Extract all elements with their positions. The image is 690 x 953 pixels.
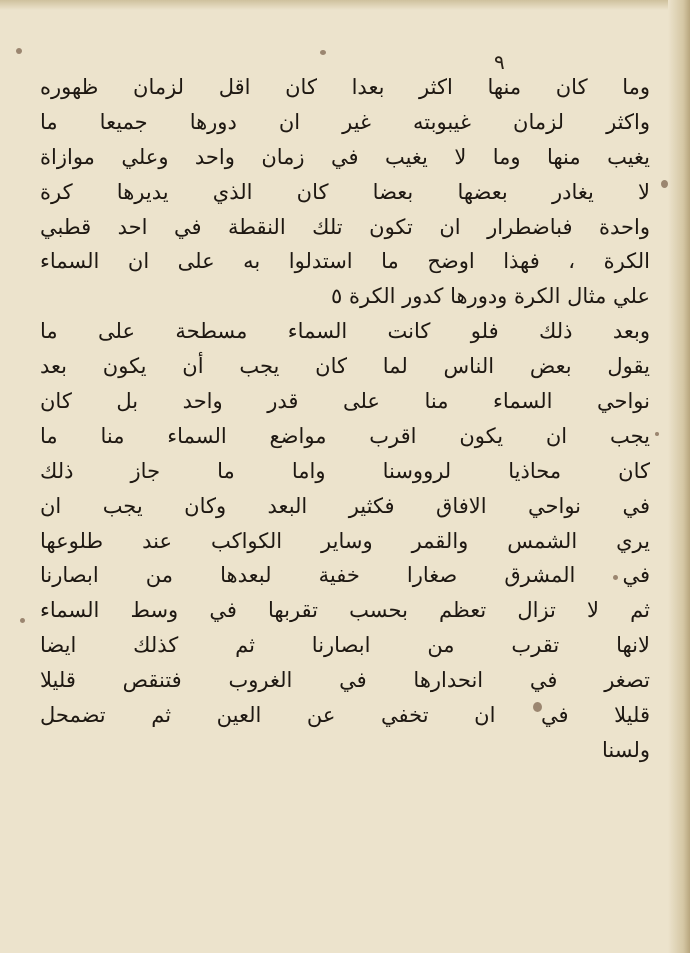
text-line: في المشرق صغارا خفية لبعدها من ابصارنا	[40, 563, 650, 588]
page-top-edge-shadow	[0, 0, 690, 10]
foxing-spot	[16, 48, 22, 54]
text-line: تصغر في انحدارها في الغروب فتنقص قليلا	[40, 668, 650, 693]
page-number: ٩	[494, 50, 505, 74]
manuscript-text	[40, 70, 650, 768]
text-line: يقول بعض الناس لما كان يجب أن يكون بعد	[40, 354, 650, 379]
text-line: الكرة ، فهذا اوضح ما استدلوا به على ان السماء	[40, 249, 650, 274]
text-line: يري الشمس والقمر وساير الكواكب عند طلوعها	[40, 528, 650, 553]
text-line: وبعد ذلك فلو كانت السماء مسطحة على ما	[40, 319, 650, 344]
text-line: واحدة فباضطرار ان تكون تلك النقطة في احد قطبي	[40, 214, 650, 239]
foxing-spot	[661, 180, 668, 188]
text-line: واكثر لزمان غيبوبته غير ان دورها جميعا ما	[40, 109, 650, 134]
text-line: قليلا في ان تخفي عن العين ثم تضمحل	[40, 703, 650, 728]
text-line: علي مثال الكرة ودورها كدور الكرة ٥	[331, 284, 650, 309]
text-line: ثم لا تزال تعظم بحسب تقربها في وسط السماء	[40, 598, 650, 623]
text-line: يغيب منها وما لا يغيب في زمان واحد وعلي موازاة	[40, 144, 650, 169]
text-line: لا يغادر بعضها بعضا كان الذي يديرها كرة	[40, 179, 650, 204]
text-line: في نواحي الافاق فكثير البعد وكان يجب ان	[40, 493, 650, 518]
text-line: ولسنا	[601, 737, 650, 762]
text-line: كان محاذيا لرووسنا واما ما جاز ذلك	[40, 458, 650, 483]
page-right-edge-shadow	[668, 0, 690, 953]
text-line: وما كان منها اكثر بعدا كان اقل لزمان ظهوره	[40, 75, 650, 99]
foxing-spot	[20, 618, 25, 623]
text-line: لانها تقرب من ابصارنا ثم كذلك ايضا	[40, 633, 650, 658]
text-line: نواحي السماء منا على قدر واحد بل كان	[40, 389, 650, 414]
text-line: يجب ان يكون اقرب مواضع السماء منا ما	[40, 423, 650, 448]
foxing-spot	[320, 50, 326, 55]
foxing-spot	[655, 432, 659, 436]
